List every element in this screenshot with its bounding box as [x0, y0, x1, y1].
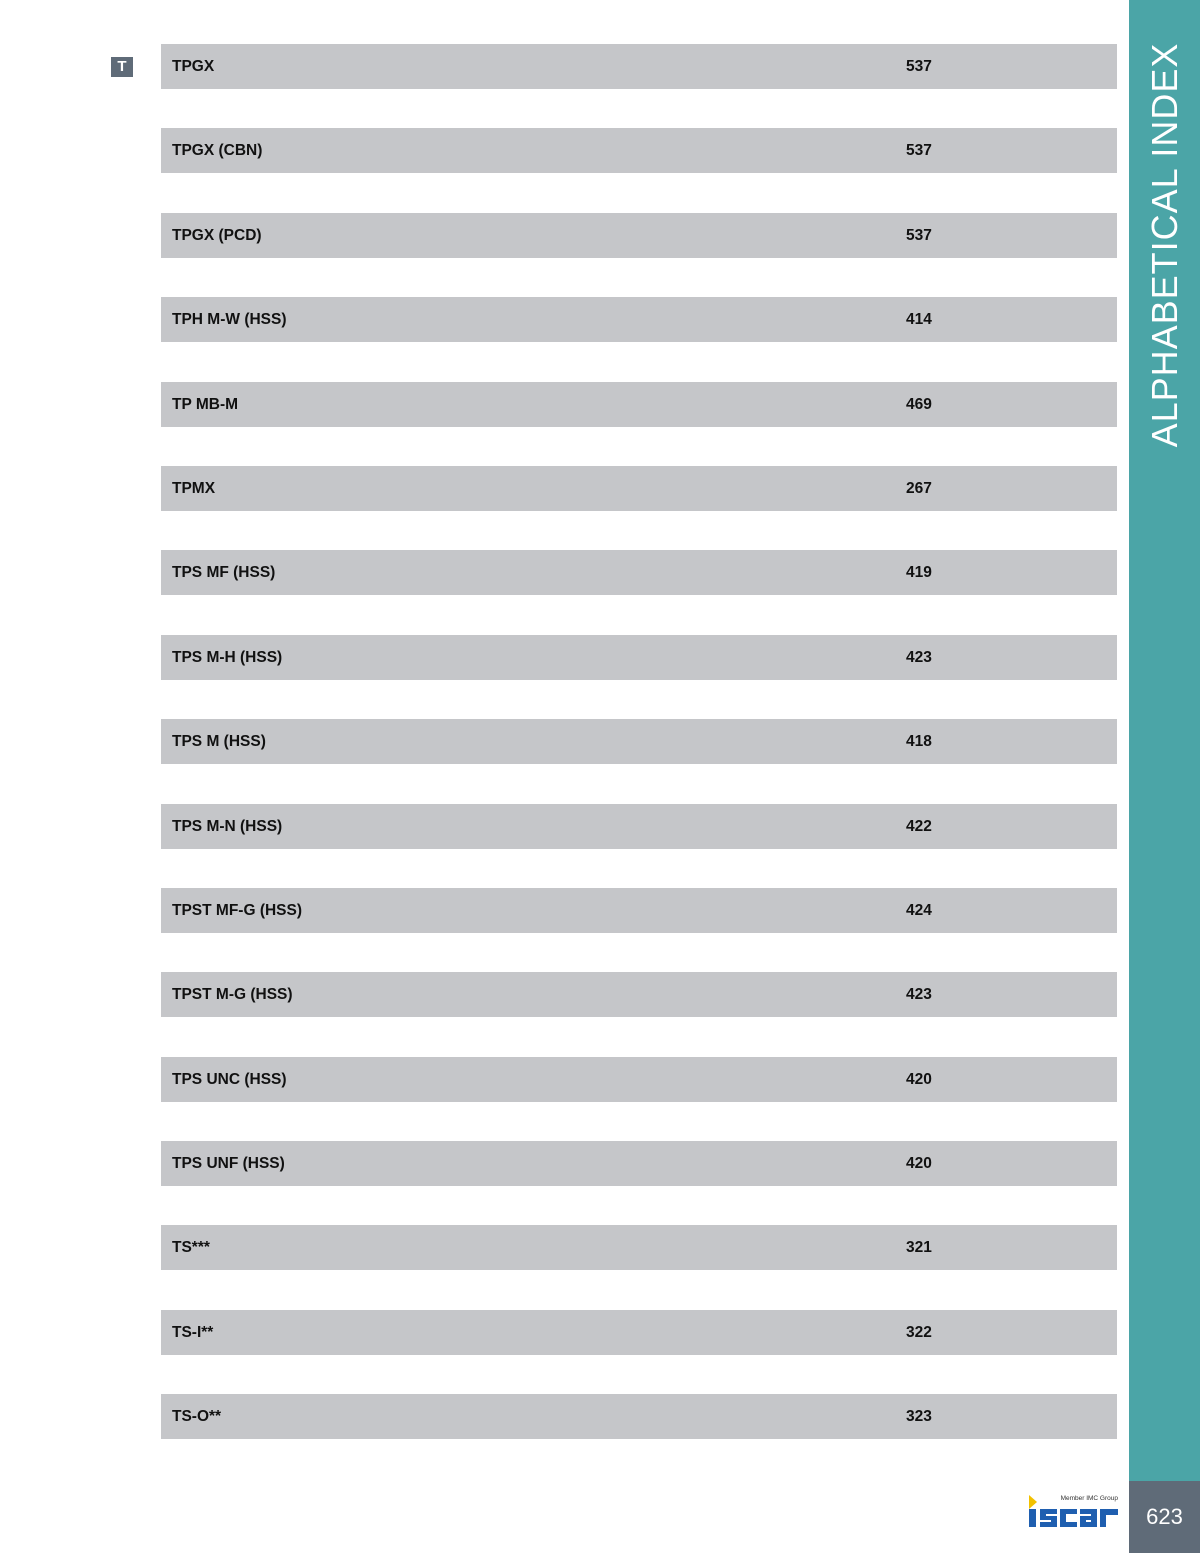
index-row — [161, 44, 1117, 89]
index-term: TS*** — [172, 1239, 210, 1257]
index-row — [161, 550, 1117, 595]
index-page-ref: 424 — [906, 901, 932, 919]
index-term: TS-O** — [172, 1408, 222, 1426]
index-term: TPS UNC (HSS) — [172, 1070, 287, 1088]
index-row — [161, 888, 1117, 933]
side-title: ALPHABETICAL INDEX — [1143, 42, 1185, 448]
index-term: TP MB-M — [172, 395, 239, 413]
index-page-ref: 419 — [906, 564, 932, 582]
index-page-ref: 469 — [906, 395, 932, 413]
index-row — [161, 1225, 1117, 1270]
index-row — [161, 1310, 1117, 1355]
index-page-ref: 418 — [906, 733, 932, 751]
index-page-ref: 321 — [906, 1239, 932, 1257]
section-letter-badge: T — [111, 57, 133, 77]
index-row — [161, 972, 1117, 1017]
index-page-ref: 267 — [906, 479, 932, 497]
index-term: TPST M-G (HSS) — [172, 986, 293, 1004]
index-page-ref: 414 — [906, 311, 932, 329]
index-term: TPST MF-G (HSS) — [172, 901, 303, 919]
index-page-ref: 537 — [906, 58, 932, 75]
index-term: TS-I** — [172, 1323, 214, 1341]
index-row — [161, 635, 1117, 680]
index-term: TPMX — [172, 479, 216, 497]
index-term: TPGX (CBN) — [172, 142, 263, 160]
index-row — [161, 466, 1117, 511]
index-row — [161, 719, 1117, 764]
index-term: TPS UNF (HSS) — [172, 1155, 285, 1173]
iscar-logo-wordmark — [1027, 1495, 1120, 1529]
index-page-ref: 322 — [906, 1323, 932, 1341]
index-row — [161, 1394, 1117, 1439]
index-row — [161, 1141, 1117, 1186]
index-page-ref: 537 — [906, 142, 932, 160]
index-page-ref: 422 — [906, 817, 932, 835]
index-term: TPH M-W (HSS) — [172, 311, 287, 329]
index-term: TPS MF (HSS) — [172, 564, 276, 582]
index-row — [161, 1057, 1117, 1102]
index-term: TPS M-H (HSS) — [172, 648, 283, 666]
page-number: 623 — [1129, 1481, 1200, 1553]
index-page-ref: 420 — [906, 1155, 932, 1173]
index-row — [161, 128, 1117, 173]
index-term: TPS M-N (HSS) — [172, 817, 283, 835]
index-row — [161, 382, 1117, 427]
index-row — [161, 804, 1117, 849]
index-term: TPS M (HSS) — [172, 733, 266, 751]
index-page-ref: 423 — [906, 986, 932, 1004]
index-list — [161, 44, 1117, 1479]
index-page-ref: 420 — [906, 1070, 932, 1088]
index-page-ref: 423 — [906, 648, 932, 666]
index-row — [161, 297, 1117, 342]
side-tab — [1129, 0, 1200, 1481]
logo-tagline: Member IMC Group — [1060, 1495, 1118, 1502]
iscar-logo — [1027, 1495, 1120, 1529]
index-page-ref: 537 — [906, 226, 932, 244]
index-term: TPGX (PCD) — [172, 226, 262, 244]
index-row — [161, 213, 1117, 258]
index-page-ref: 323 — [906, 1408, 932, 1426]
index-term: TPGX — [172, 58, 215, 75]
